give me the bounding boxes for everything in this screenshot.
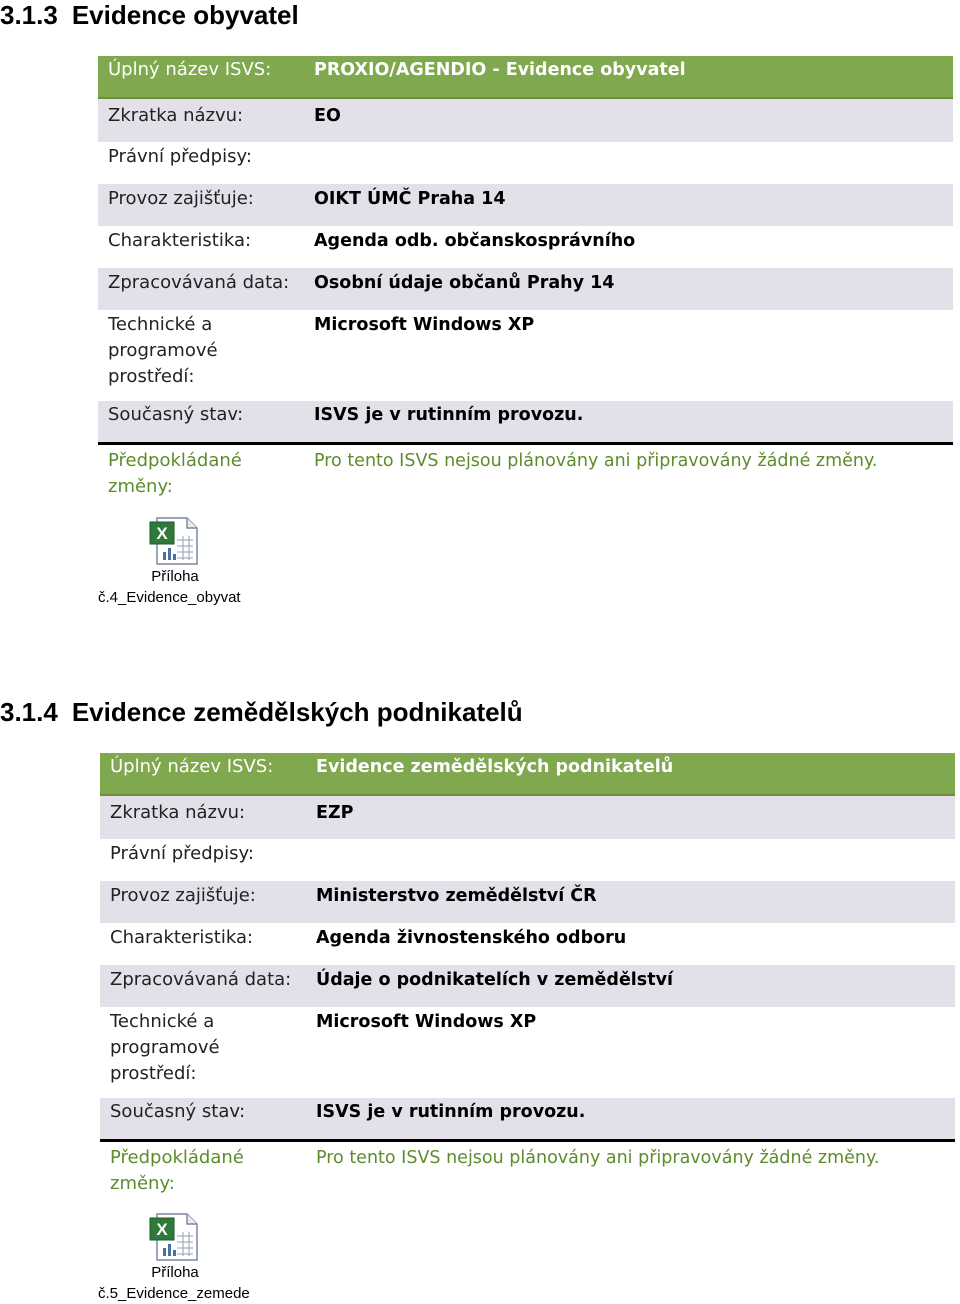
section-heading-evidence-obyvatel bbox=[0, 0, 299, 30]
row-label: Zkratka názvu: bbox=[108, 105, 244, 126]
row-value: Údaje o podnikatelích v zemědělství bbox=[316, 970, 673, 990]
row-value: Pro tento ISVS nejsou plánovány ani připravovány žádné změny. bbox=[314, 451, 878, 471]
row-label: Zpracovávaná data: bbox=[108, 272, 290, 293]
row-label: Technické a programové prostředí: bbox=[108, 314, 218, 387]
row-value: Agenda odb. občanskosprávního bbox=[314, 231, 636, 251]
row-planned-changes bbox=[100, 1139, 955, 1199]
row-label: Zpracovávaná data: bbox=[110, 969, 292, 990]
row-abbreviation bbox=[100, 796, 955, 839]
row-processed-data bbox=[100, 965, 955, 1007]
attachment-evidence-obyvatel[interactable] bbox=[90, 516, 260, 608]
row-technical-environment bbox=[98, 310, 953, 401]
row-label: Předpokládané změny: bbox=[110, 1147, 244, 1194]
row-value: Microsoft Windows XP bbox=[316, 1012, 537, 1032]
attachment-caption-line1: Příloha bbox=[151, 1264, 199, 1281]
section-title: Evidence obyvatel bbox=[71, 0, 299, 30]
row-value: EZP bbox=[316, 803, 354, 823]
row-operated-by bbox=[100, 881, 955, 923]
attachment-caption-line2: č.5_Evidence_zemede bbox=[98, 1285, 250, 1302]
row-value: Agenda živnostenského odboru bbox=[316, 928, 627, 948]
section-number: 3.1.4 bbox=[0, 697, 58, 727]
row-planned-changes bbox=[98, 442, 953, 502]
svg-text:X: X bbox=[156, 524, 168, 543]
row-label: Provoz zajišťuje: bbox=[110, 885, 256, 906]
row-label: Provoz zajišťuje: bbox=[108, 188, 254, 209]
row-characteristics bbox=[100, 923, 955, 965]
isvs-table-evidence-obyvatel bbox=[98, 56, 953, 502]
isvs-table-evidence-zemedelskych-podnikatelu bbox=[100, 753, 955, 1199]
row-label: Současný stav: bbox=[108, 404, 244, 425]
excel-file-icon bbox=[149, 516, 201, 566]
row-label: Právní předpisy: bbox=[110, 843, 254, 864]
row-abbreviation bbox=[98, 99, 953, 142]
excel-file-icon bbox=[149, 1212, 201, 1262]
row-characteristics bbox=[98, 226, 953, 268]
row-legal-regulations bbox=[98, 142, 953, 184]
row-value: EO bbox=[314, 106, 341, 126]
row-label: Úplný název ISVS: bbox=[110, 756, 274, 777]
row-value: Evidence zemědělských podnikatelů bbox=[316, 757, 674, 777]
row-label: Charakteristika: bbox=[108, 230, 252, 251]
row-label: Úplný název ISVS: bbox=[108, 59, 272, 80]
row-label: Technické a programové prostředí: bbox=[110, 1011, 220, 1084]
attachment-caption-line1: Příloha bbox=[151, 568, 199, 585]
row-value: ISVS je v rutinním provozu. bbox=[314, 405, 584, 425]
section-number: 3.1.3 bbox=[0, 0, 58, 30]
row-technical-environment bbox=[100, 1007, 955, 1098]
row-label: Současný stav: bbox=[110, 1101, 246, 1122]
row-current-state bbox=[98, 401, 953, 442]
row-full-name bbox=[98, 56, 953, 99]
attachment-evidence-zemedelskych-podnikatelu[interactable] bbox=[90, 1212, 260, 1304]
row-value: Microsoft Windows XP bbox=[314, 315, 535, 335]
row-value: OIKT ÚMČ Praha 14 bbox=[314, 189, 506, 209]
row-current-state bbox=[100, 1098, 955, 1139]
row-label: Právní předpisy: bbox=[108, 146, 252, 167]
row-label: Charakteristika: bbox=[110, 927, 254, 948]
row-label: Předpokládané změny: bbox=[108, 450, 242, 497]
row-label: Zkratka názvu: bbox=[110, 802, 246, 823]
row-value: Ministerstvo zemědělství ČR bbox=[316, 886, 597, 906]
row-processed-data bbox=[98, 268, 953, 310]
section-title: Evidence zemědělských podnikatelů bbox=[71, 697, 523, 727]
attachment-caption-line2: č.4_Evidence_obyvat bbox=[98, 589, 241, 606]
row-legal-regulations bbox=[100, 839, 955, 881]
row-full-name bbox=[100, 753, 955, 796]
section-heading-evidence-zemedelskych-podnikatelu bbox=[0, 697, 523, 727]
row-value: PROXIO/AGENDIO - Evidence obyvatel bbox=[314, 60, 686, 80]
row-value: Osobní údaje občanů Prahy 14 bbox=[314, 273, 615, 293]
row-value: ISVS je v rutinním provozu. bbox=[316, 1102, 586, 1122]
row-operated-by bbox=[98, 184, 953, 226]
row-value: Pro tento ISVS nejsou plánovány ani připravovány žádné změny. bbox=[316, 1148, 880, 1168]
svg-text:X: X bbox=[156, 1220, 168, 1239]
